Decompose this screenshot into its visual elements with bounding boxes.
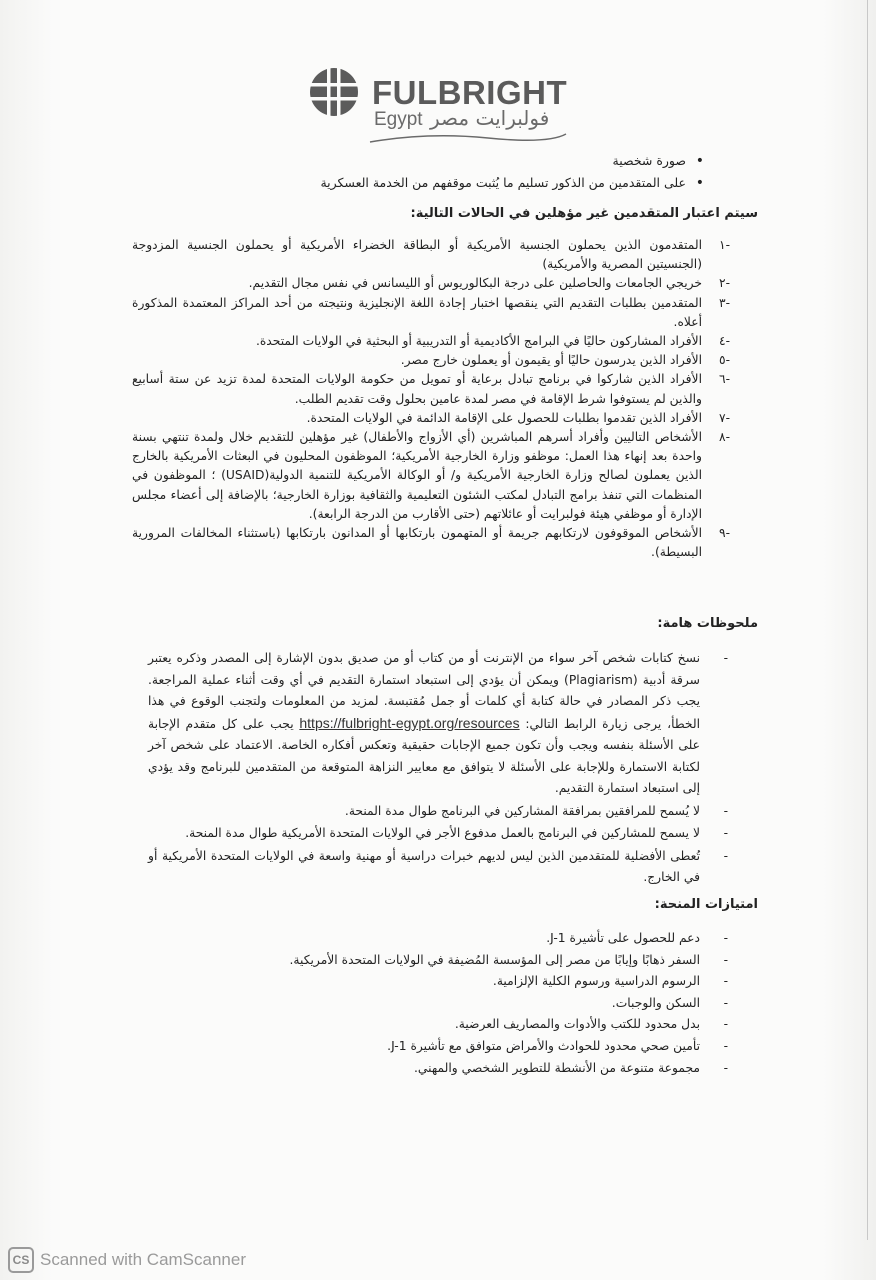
plagiarism-text-after: يجب على كل متقدم الإجابة على الأسئلة بنفسه ويجب وأن تكون جميع الإجابات حقيقية وتعكس أفكاره الخاصة. الاعتماد على شخص آخر لكتابة الاستمارة وللإجابة على الأسئلة لا يتوافق مع معايير النزاهة المتوقعة من المتقدمين للبرنامج وقد يؤدي إلى استبعاد استمارة التقديم. bbox=[148, 716, 700, 795]
list-item bbox=[132, 274, 730, 293]
list-item bbox=[250, 993, 730, 1015]
item-text: تُعطى الأفضلية للمتقدمين الذين ليس لديهم خبرات دراسية أو مهنية واسعة في الولايات المتحدة الأمريكية أو في الخارج. bbox=[148, 848, 700, 884]
ineligible-list bbox=[132, 236, 730, 562]
list-item: • على المتقدمين من الذكور تسليم ما يُثبت موقفهم من الخدمة العسكرية bbox=[184, 172, 686, 194]
list-item bbox=[250, 971, 730, 993]
list-item bbox=[148, 801, 730, 823]
dash-marker: - bbox=[723, 974, 728, 989]
section-heading-benefits: امتيازات المنحة: bbox=[654, 897, 758, 912]
dash-marker: - bbox=[723, 1017, 728, 1032]
item-text: تأمين صحي محدود للحوادث والأمراض متوافق مع تأشيرة J-1. bbox=[387, 1038, 700, 1053]
list-item bbox=[148, 648, 730, 800]
logo-brand-text: FULBRIGHT bbox=[372, 74, 568, 111]
list-item bbox=[250, 928, 730, 950]
list-item bbox=[250, 950, 730, 972]
globe-logo-icon bbox=[308, 66, 360, 118]
dash-marker: - bbox=[723, 995, 728, 1010]
item-text: لا يُسمح للمرافقين بمرافقة المشاركين في البرنامج طوال مدة المنحة. bbox=[344, 803, 700, 818]
item-text: الأفراد الذين شاركوا في برنامج تبادل برعاية أو تمويل من حكومة الولايات المتحدة لمدة تزيد عن ستة أسابيع والذين لم يستوفوا شرط الإقامة في مصر لمدة عامين بحلول وقت تقديم الطلب. bbox=[132, 372, 702, 406]
list-item bbox=[250, 1036, 730, 1058]
plagiarism-text-before: نسخ كتابات شخص آخر سواء من الإنترنت أو من كتاب أو من صديق بدون الإشارة إلى المصدر وذكره يعتبر سرقة أدبية (Plagiarism) ويمكن أن يؤدي إلى استبعاد استمارة التقديم في أي وقت أثناء عملية المراجعة. يجب ذكر المصادر في حالة كتابة أي كلمات أو جمل مُقتبسة. لمزيد من المعلومات ولتجنب الوقوع في هذا الخطأ، يرجى زيارة الرابط التالي: bbox=[148, 651, 701, 731]
list-item bbox=[132, 428, 730, 524]
item-text: المتقدمون الذين يحملون الجنسية الأمريكية أو البطاقة الخضراء الأمريكية أو يحملون الجنسية المزدوجة (الجنسيتين المصرية والأمريكية) bbox=[132, 238, 702, 272]
resources-link[interactable]: https://fulbright-egypt.org/resources bbox=[299, 714, 520, 731]
watermark-text: Scanned with CamScanner bbox=[40, 1250, 247, 1269]
item-number: -٤ bbox=[718, 334, 730, 349]
dash-marker: - bbox=[723, 952, 728, 967]
list-item bbox=[132, 370, 730, 408]
item-number: -٩ bbox=[718, 526, 730, 541]
camscanner-watermark bbox=[8, 1246, 246, 1274]
list-item bbox=[132, 409, 730, 428]
list-item bbox=[132, 294, 730, 332]
item-number: -٦ bbox=[718, 372, 730, 387]
dash-marker: - bbox=[723, 1060, 728, 1075]
dash-marker: - bbox=[723, 931, 728, 945]
dash-marker: - bbox=[723, 651, 728, 665]
list-item: • صورة شخصية bbox=[184, 150, 686, 172]
notes-list bbox=[148, 648, 730, 890]
list-item bbox=[132, 332, 730, 351]
item-number: -١ bbox=[718, 238, 730, 252]
list-item bbox=[132, 236, 730, 274]
list-item bbox=[250, 1014, 730, 1036]
dash-marker: - bbox=[723, 803, 728, 818]
section-heading-notes: ملحوظات هامة: bbox=[657, 616, 758, 631]
item-text: خريجي الجامعات والحاصلين على درجة البكالوريوس أو الليسانس في نفس مجال التقديم. bbox=[248, 276, 702, 291]
item-text: دعم للحصول على تأشيرة J-1. bbox=[546, 931, 700, 945]
list-item bbox=[132, 351, 730, 370]
item-number: -٨ bbox=[718, 430, 730, 445]
item-number: -٥ bbox=[718, 353, 730, 368]
dash-marker: - bbox=[723, 826, 728, 840]
item-text: الأفراد المشاركون حاليًا في البرامج الأكاديمية أو التدريبية أو البحثية في الولايات المتحدة. bbox=[255, 334, 702, 349]
list-item bbox=[148, 823, 730, 845]
item-text: الأشخاص الموقوفون لارتكابهم جريمة أو المتهمون بارتكابها أو المدانون بارتكابها (باستثناء المخالفات المرورية البسيطة). bbox=[132, 526, 702, 560]
item-text: الأشخاص التاليين وأفراد أسرهم المباشرين (أي الأزواج والأطفال) غير مؤهلين للتقديم خلال ولمدة تنتهي بسنة واحدة بعد إنهاء هذا العمل: موظفو وزارة الخارجية الأمريكية؛ الموظفون المحليون في البعثات الأمريكية بالخارج الذين يعملون لصالح وزارة الخارجية الأمريكية و/ أو الوكالة الأمريكية للتنمية الدولية(USAID) ؛ الموظفون في المنظمات التي تنفذ برامج التبادل لمكتب الشئون التعليمية والثقافية بوزارة الخارجية؛ بالإضافة إلى أعضاء مجلس الإدارة أو موظفي هيئة فولبرايت أو عائلاتهم (حتى الأقارب من الدرجة الرابعة). bbox=[132, 430, 703, 521]
benefits-list bbox=[250, 928, 730, 1079]
item-text: مجموعة متنوعة من الأنشطة للتطوير الشخصي والمهني. bbox=[413, 1060, 700, 1075]
item-text: الأفراد الذين يدرسون حاليًا أو يقيمون أو يعملون خارج مصر. bbox=[400, 353, 702, 368]
camscanner-logo-icon: CS bbox=[8, 1247, 34, 1273]
item-text: بدل محدود للكتب والأدوات والمصاريف العرضية. bbox=[454, 1017, 700, 1032]
dash-marker: - bbox=[723, 848, 728, 863]
item-number: -٢ bbox=[718, 276, 730, 291]
page-edge-line bbox=[867, 0, 868, 1240]
requirements-bullets bbox=[184, 150, 704, 194]
section-heading-ineligible: سيتم اعتبار المتقدمين غير مؤهلين في الحالات التالية: bbox=[410, 206, 758, 221]
logo-country-text: Egypt bbox=[374, 109, 423, 130]
dash-marker: - bbox=[723, 1038, 728, 1053]
item-text: المتقدمين بطلبات التقديم التي ينقصها اختبار إجادة اللغة الإنجليزية ونتيجته من أحد المراكز المعتمدة المذكورة أعلاه. bbox=[132, 295, 702, 329]
fulbright-logo bbox=[308, 64, 608, 150]
item-text: لا يسمح للمشاركين في البرنامج بالعمل مدفوع الأجر في الولايات المتحدة الأمريكية طوال مدة المنحة. bbox=[185, 826, 700, 840]
item-text: الأفراد الذين تقدموا بطلبات للحصول على الإقامة الدائمة في الولايات المتحدة. bbox=[306, 410, 702, 425]
list-item bbox=[132, 524, 730, 562]
list-item bbox=[148, 846, 730, 889]
item-text: السفر ذهابًا وإيابًا من مصر إلى المؤسسة المُضيفة في الولايات المتحدة الأمريكية. bbox=[289, 952, 700, 967]
item-text: السكن والوجبات. bbox=[611, 995, 700, 1010]
item-number: -٣ bbox=[718, 295, 730, 310]
logo-arabic-text: فولبرايت مصر bbox=[430, 106, 550, 130]
logo-swoosh-icon bbox=[368, 130, 568, 146]
item-text: الرسوم الدراسية ورسوم الكلية الإلزامية. bbox=[492, 974, 700, 989]
list-item bbox=[250, 1058, 730, 1080]
item-number: -٧ bbox=[718, 410, 730, 425]
